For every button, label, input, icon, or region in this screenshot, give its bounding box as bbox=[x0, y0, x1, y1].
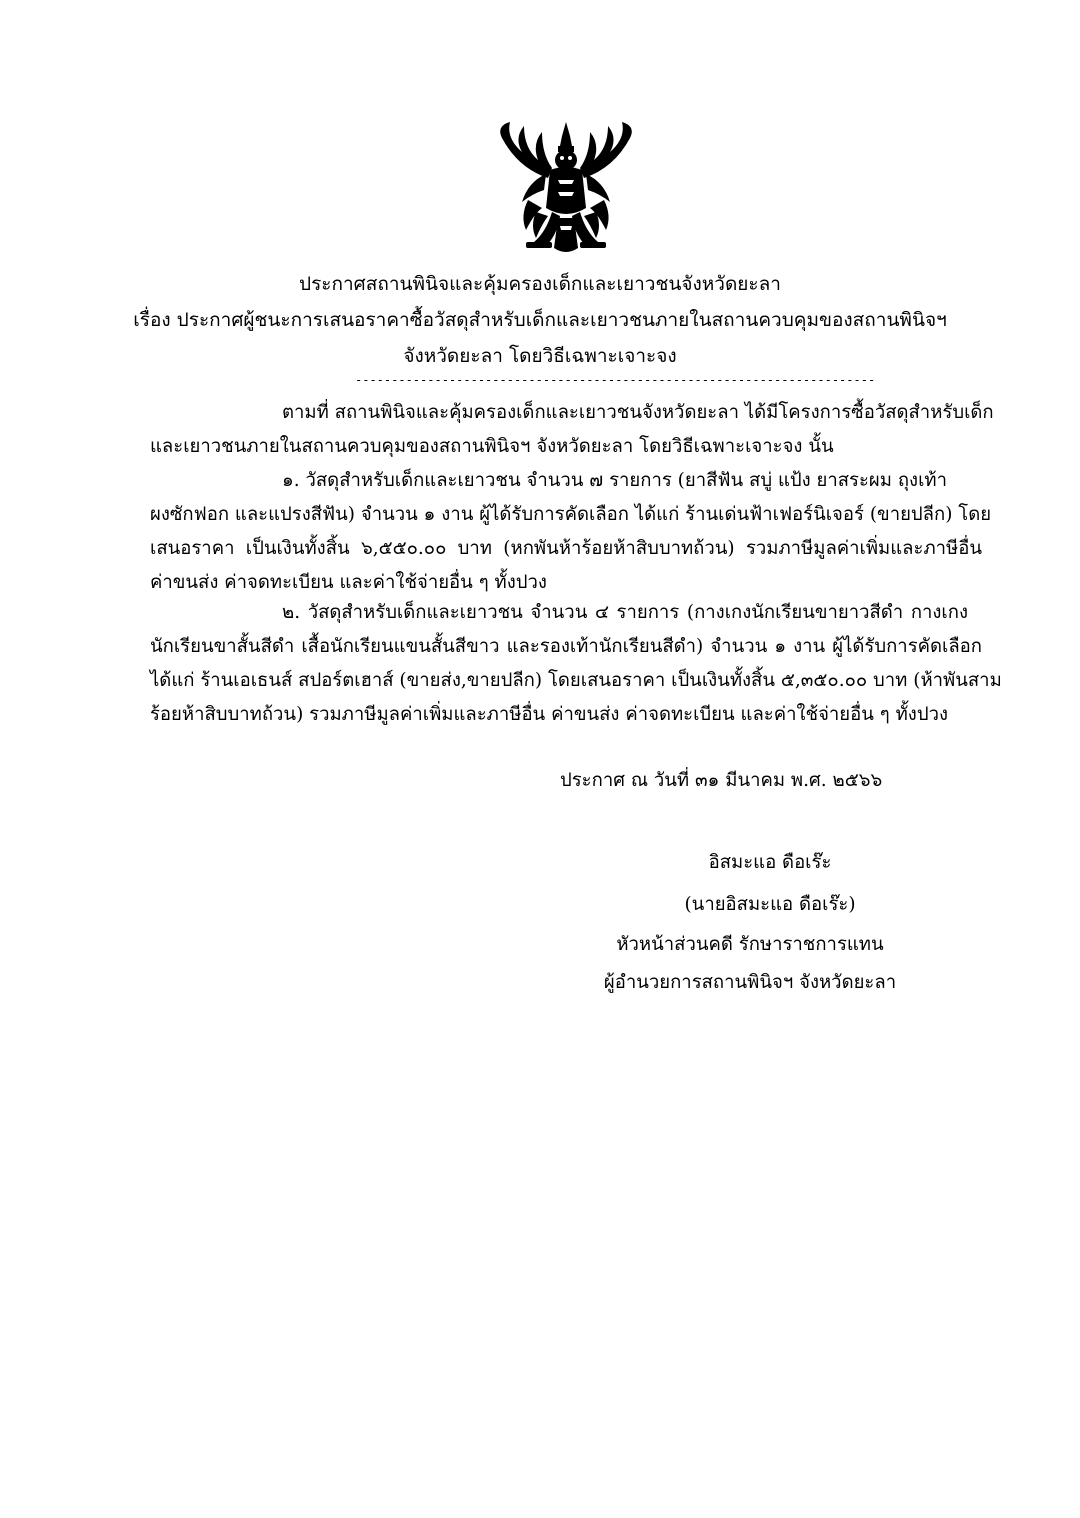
item1-line-1: ๑. วัสดุสำหรับเด็กและเยาวชน จำนวน ๗ รายการ (ยาสีฟัน สบู่ แป้ง ยาสระผม ถุงเท้า bbox=[282, 470, 947, 491]
subject-line-2: จังหวัดยะลา โดยวิธีเฉพาะเจาะจง bbox=[403, 345, 677, 367]
item2-line-3: ได้แก่ ร้านเอเธนส์ สปอร์ตเฮาส์ (ขายส่ง,ขายปลีก) โดยเสนอราคา เป็นเงินทั้งสิ้น ๕,๓๕๐.๐๐ บาท (ห้าพันสาม bbox=[150, 670, 1002, 691]
item2-line-1: ๒. วัสดุสำหรับเด็กและเยาวชน จำนวน ๔ รายการ (กางเกงนักเรียนขายาวสีดำ กางเกง bbox=[282, 602, 968, 623]
signer-printed-name: (นายอิสมะแอ ดือเร๊ะ) bbox=[684, 894, 856, 915]
garuda-emblem-icon bbox=[488, 108, 644, 264]
item1-line-3: เสนอราคา เป็นเงินทั้งสิ้น ๖,๕๕๐.๐๐ บาท (หกพันห้าร้อยห้าสิบบาทถ้วน) รวมภาษีมูลค่าเพิ่มและภาษีอื่น bbox=[150, 538, 982, 559]
intro-line-1: ตามที่ สถานพินิจและคุ้มครองเด็กและเยาวชนจังหวัดยะลา ได้มีโครงการซื้อวัสดุสำหรับเด็ก bbox=[282, 402, 994, 423]
announcement-title: ประกาศสถานพินิจและคุ้มครองเด็กและเยาวชนจังหวัดยะลา bbox=[299, 273, 781, 295]
item2-line-2: นักเรียนขาสั้นสีดำ เสื้อนักเรียนแขนสั้นสีขาว และรองเท้านักเรียนสีดำ) จำนวน ๑ งาน ผู้ได้รับการคัดเลือก bbox=[150, 636, 982, 657]
subject-line-1: เรื่อง ประกาศผู้ชนะการเสนอราคาซื้อวัสดุสำหรับเด็กและเยาวชนภายในสถานควบคุมของสถานพินิจฯ bbox=[133, 309, 947, 331]
item1-line-2: ผงซักฟอก และแปรงสีฟัน) จำนวน ๑ งาน ผู้ได้รับการคัดเลือก ได้แก่ ร้านเด่นฟ้าเฟอร์นิเจอร์ (ขายปลีก) โดย bbox=[150, 504, 992, 525]
signer-position-line-2: ผู้อำนวยการสถานพินิจฯ จังหวัดยะลา bbox=[603, 972, 897, 993]
signer-signature: อิสมะแอ ดือเร๊ะ bbox=[708, 852, 832, 873]
intro-line-2: และเยาวชนภายในสถานควบคุมของสถานพินิจฯ จังหวัดยะลา โดยวิธีเฉพาะเจาะจง นั้น bbox=[150, 436, 834, 457]
item1-line-4: ค่าขนส่ง ค่าจดทะเบียน และค่าใช้จ่ายอื่น ๆ ทั้งปวง bbox=[150, 572, 547, 593]
announcement-date: ประกาศ ณ วันที่ ๓๑ มีนาคม พ.ศ. ๒๕๖๖ bbox=[560, 770, 883, 791]
divider-line: ------------------------------------------------------------------------ bbox=[355, 373, 876, 387]
signer-position-line-1: หัวหน้าส่วนคดี รักษาราชการแทน bbox=[616, 934, 884, 955]
item2-line-4: ร้อยห้าสิบบาทถ้วน) รวมภาษีมูลค่าเพิ่มและภาษีอื่น ค่าขนส่ง ค่าจดทะเบียน และค่าใช้จ่ายอื่น ๆ ทั้งปวง bbox=[150, 704, 948, 725]
